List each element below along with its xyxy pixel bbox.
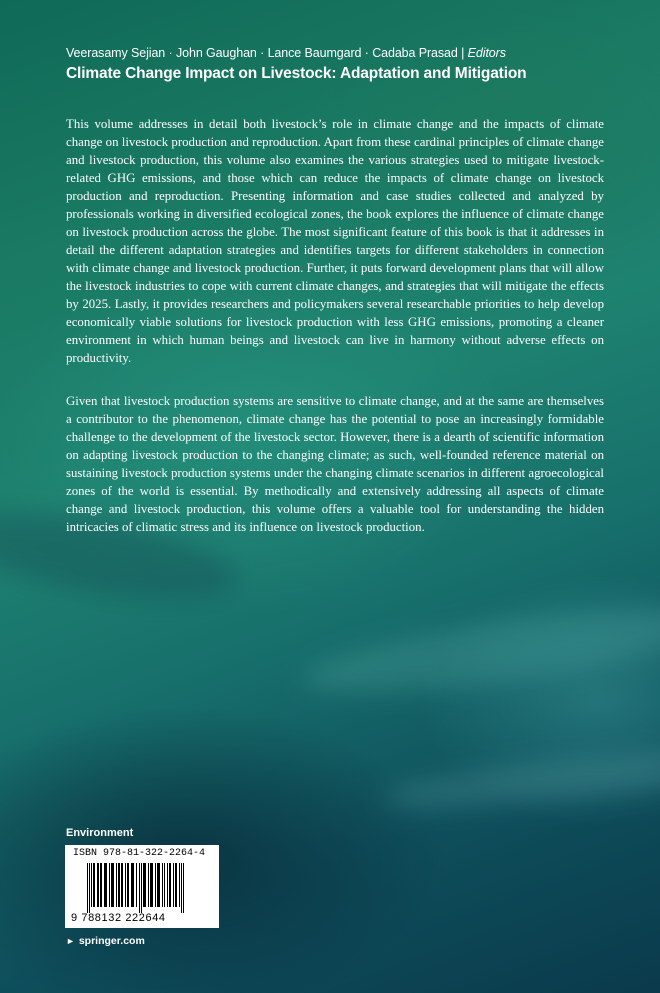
book-title: Climate Change Impact on Livestock: Adaptation and Mitigation — [66, 65, 527, 82]
barcode-bar — [143, 863, 146, 907]
barcode-bar — [93, 863, 95, 907]
barcode-bar — [148, 863, 149, 907]
barcode-bar — [125, 863, 126, 907]
subject-category: Environment — [66, 827, 134, 839]
background-light-streak — [298, 591, 660, 709]
barcode-bar — [175, 863, 177, 907]
barcode-bar — [97, 863, 99, 907]
barcode-bar — [150, 863, 153, 907]
barcode-bar — [127, 863, 129, 907]
barcode-bar — [157, 863, 160, 907]
editors-role: Editors — [467, 46, 506, 60]
barcode-bar — [109, 863, 110, 907]
barcode-bar — [116, 863, 117, 907]
ean-digits: 9 788132 222644 — [71, 912, 166, 924]
editor-names: Veerasamy Sejian · John Gaughan · Lance Baumgard · Cadaba Prasad — [66, 46, 458, 60]
barcode-bar — [91, 863, 92, 907]
barcode-bar — [89, 863, 90, 913]
publisher-link[interactable] — [66, 934, 145, 948]
barcode-bar — [173, 863, 174, 907]
description-paragraph-2: Given that livestock production systems are sensitive to climate change, and at the same are themselves a contributor to the phenomenon, climate change has the potential to pose an increasingly formidable challenge to the development of the livestock sector. However, there is a dearth of scientific information on adapting livestock production to the changing climate; as such, well-founded reference material on sustaining livestock production systems under the changing climate scenarios in different agroecological zones of the world is essential. By methodically and extensively addressing all aspects of climate change and livestock production, this volume offers a valuable tool for understanding the hidden intricacies of climatic stress and its influence on livestock production. — [66, 394, 604, 534]
isbn-barcode — [65, 845, 219, 928]
barcode-bar — [139, 863, 140, 913]
description-paragraph-1: This volume addresses in detail both livestock’s role in climate change and the impacts of climate change on livestock production and reproduction. Apart from these cardinal principles of climate change and livestock production, this volume also examines the various strategies used to mitigate livestock-related GHG emissions, and those which can reduce the impacts of climate change on livestock production and reproduction. Presenting information and case studies collected and analyzed by professionals working in diversified ecological zones, the book explores the influence of climate change on livestock production across the globe. The most significant feature of this book is that it addresses in detail the different adaptation strategies and identifies targets for different stakeholders in connection with climate change and livestock production. Further, it puts forward development plans that will allow the livestock industries to cope with current climate changes, and strategies that will mitigate the effects by 2025. Lastly, it provides researchers and policymakers several researchable priorities to help develop economically viable solutions for livestock production with less GHG emissions, promoting a cleaner environment in which human beings and livestock can live in harmony without adverse effects on productivity. — [66, 117, 604, 365]
barcode-bar — [183, 863, 184, 913]
barcode-bar — [131, 863, 134, 907]
barcode-bar — [167, 863, 168, 907]
barcode-bar — [136, 863, 137, 907]
background-light-streak — [379, 741, 660, 818]
barcode-bar — [100, 863, 102, 907]
barcode-bar — [121, 863, 123, 907]
barcode-bar — [181, 863, 182, 913]
barcode-bar — [104, 863, 107, 907]
editors-line: Veerasamy Sejian · John Gaughan · Lance Baumgard · Cadaba Prasad | Editors — [66, 46, 506, 60]
publisher-url: springer.com — [78, 935, 145, 947]
barcode-bar — [87, 863, 88, 913]
barcode-bar — [162, 863, 163, 907]
barcode-bar — [164, 863, 165, 907]
arrow-icon: ► — [66, 936, 75, 946]
barcode-bar — [179, 863, 180, 907]
isbn-number: ISBN 978-81-322-2264-4 — [73, 848, 206, 859]
barcode-bar — [155, 863, 156, 907]
barcode-bar — [118, 863, 120, 907]
barcode-bars — [87, 863, 201, 913]
barcode-bar — [111, 863, 114, 907]
barcode-bar — [141, 863, 142, 913]
barcode-bar — [169, 863, 171, 907]
